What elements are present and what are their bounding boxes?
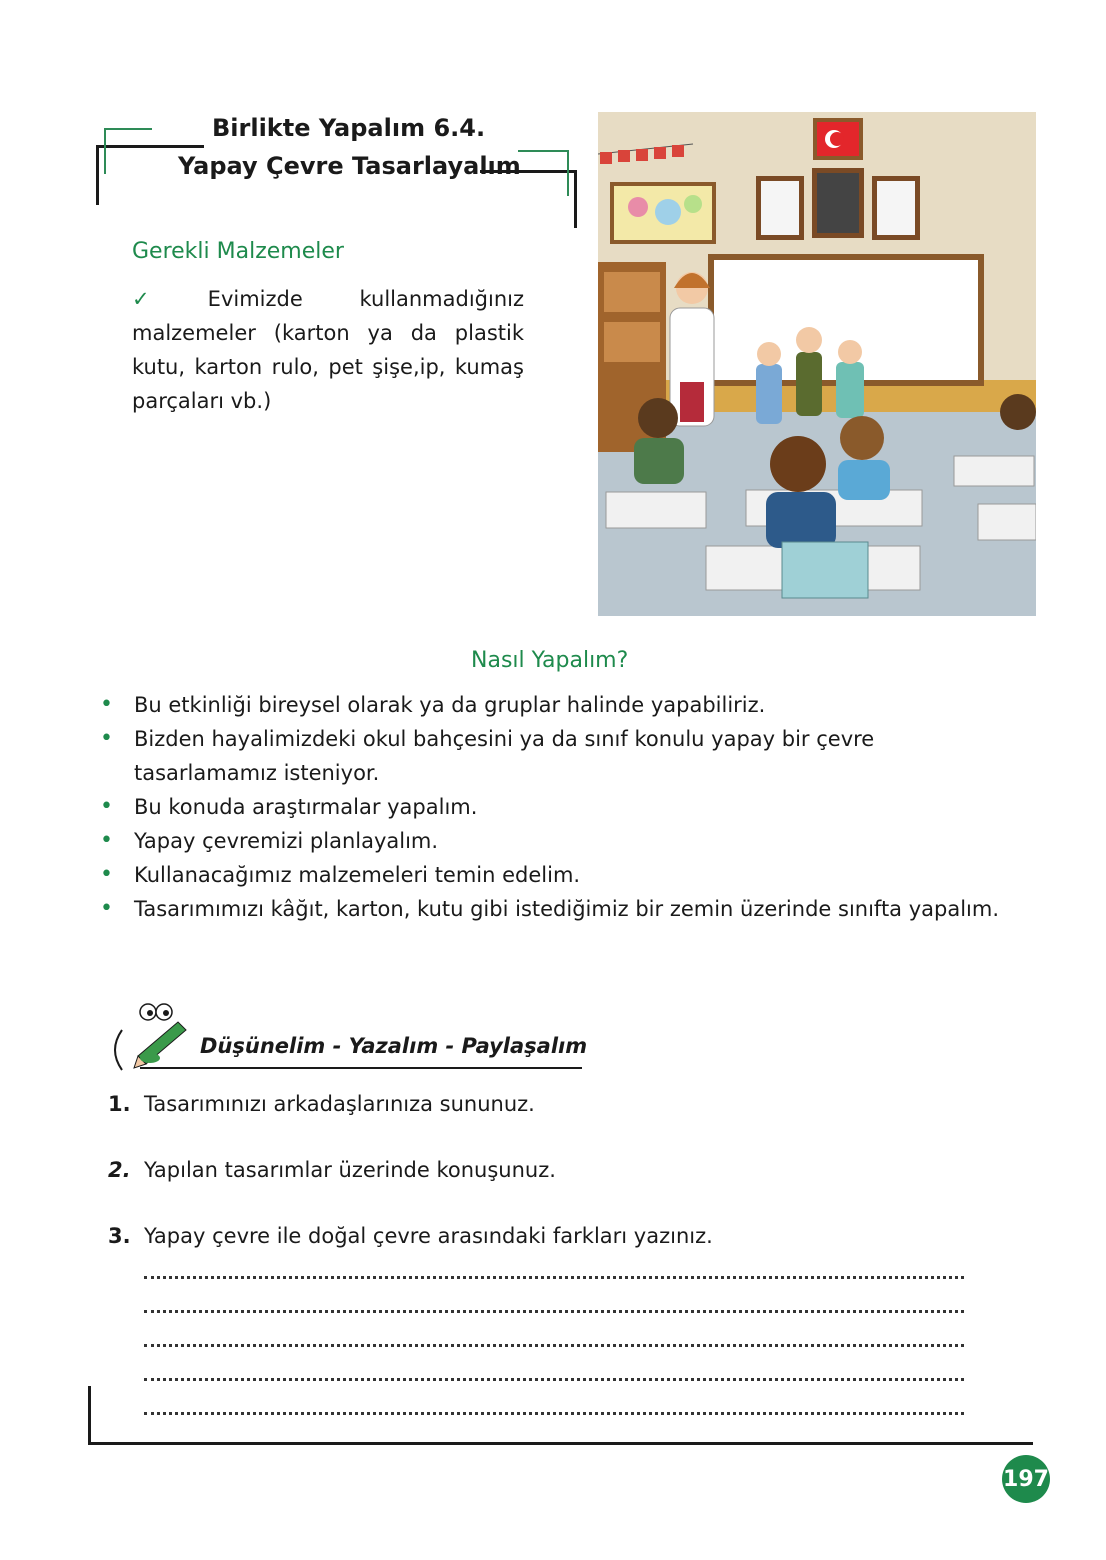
header-frame-left bbox=[96, 145, 99, 205]
activity-subtitle: Yapay Çevre Tasarlayalım bbox=[178, 152, 521, 180]
question-number: 1. bbox=[108, 1092, 131, 1116]
question-number: 3. bbox=[108, 1224, 131, 1248]
list-item: • Bu konuda araştırmalar yapalım. bbox=[100, 790, 1012, 824]
checkmark-icon: ✓ bbox=[132, 287, 200, 311]
list-item: • Yapay çevremizi planlayalım. bbox=[100, 824, 1012, 858]
footer-frame-bottom bbox=[88, 1442, 1033, 1445]
question-text: Yapılan tasarımlar üzerinde konuşunuz. bbox=[144, 1158, 556, 1182]
list-item: • Tasarımımızı kâğıt, karton, kutu gibi istediğimiz bir zemin üzerinde sınıfta yapalım. bbox=[100, 892, 1012, 926]
classroom-illustration bbox=[598, 112, 1036, 616]
activity-title: Birlikte Yapalım 6.4. bbox=[212, 114, 486, 142]
header-frame-green-left bbox=[104, 128, 106, 174]
page-number: 197 bbox=[1002, 1455, 1050, 1503]
answer-line[interactable] bbox=[144, 1344, 964, 1347]
header-frame-top bbox=[96, 145, 204, 148]
think-underline bbox=[140, 1067, 582, 1069]
answer-line[interactable] bbox=[144, 1412, 964, 1415]
header-frame-green-top bbox=[104, 128, 152, 130]
how-heading: Nasıl Yapalım? bbox=[471, 648, 629, 673]
question-3 bbox=[108, 1224, 713, 1248]
header-frame-green-right bbox=[567, 150, 569, 196]
think-title: Düşünelim - Yazalım - Paylaşalım bbox=[200, 1034, 588, 1058]
chair bbox=[782, 542, 868, 598]
answer-line[interactable] bbox=[144, 1276, 964, 1279]
header-frame-green-right-top bbox=[518, 150, 568, 152]
list-item: • Kullanacağımız malzemeleri temin edelim. bbox=[100, 858, 1012, 892]
answer-line[interactable] bbox=[144, 1310, 964, 1313]
question-1 bbox=[108, 1092, 535, 1116]
pencil-eyes-icon bbox=[108, 1000, 192, 1074]
materials-heading: Gerekli Malzemeler bbox=[132, 239, 344, 264]
question-2 bbox=[108, 1158, 556, 1182]
how-list bbox=[100, 688, 1012, 926]
question-text: Tasarımınızı arkadaşlarınıza sununuz. bbox=[144, 1092, 535, 1116]
materials-text bbox=[132, 282, 524, 418]
list-item: • Bizden hayalimizdeki okul bahçesini ya da sınıf konulu yapay bir çevre tasarlamamız isteniyor. bbox=[100, 722, 1012, 790]
list-item: • Bu etkinliği bireysel olarak ya da gruplar halinde yapabiliriz. bbox=[100, 688, 1012, 722]
materials-body: Evimizde kullanmadığınız malzemeler (karton ya da plastik kutu, karton rulo, pet şişe,ip, kumaş parçaları vb.) bbox=[132, 287, 524, 413]
question-text: Yapay çevre ile doğal çevre arasındaki farkları yazınız. bbox=[144, 1224, 713, 1248]
question-number: 2. bbox=[108, 1158, 131, 1182]
header-frame-right bbox=[574, 170, 577, 228]
footer-frame-left bbox=[88, 1386, 91, 1445]
answer-line[interactable] bbox=[144, 1378, 964, 1381]
